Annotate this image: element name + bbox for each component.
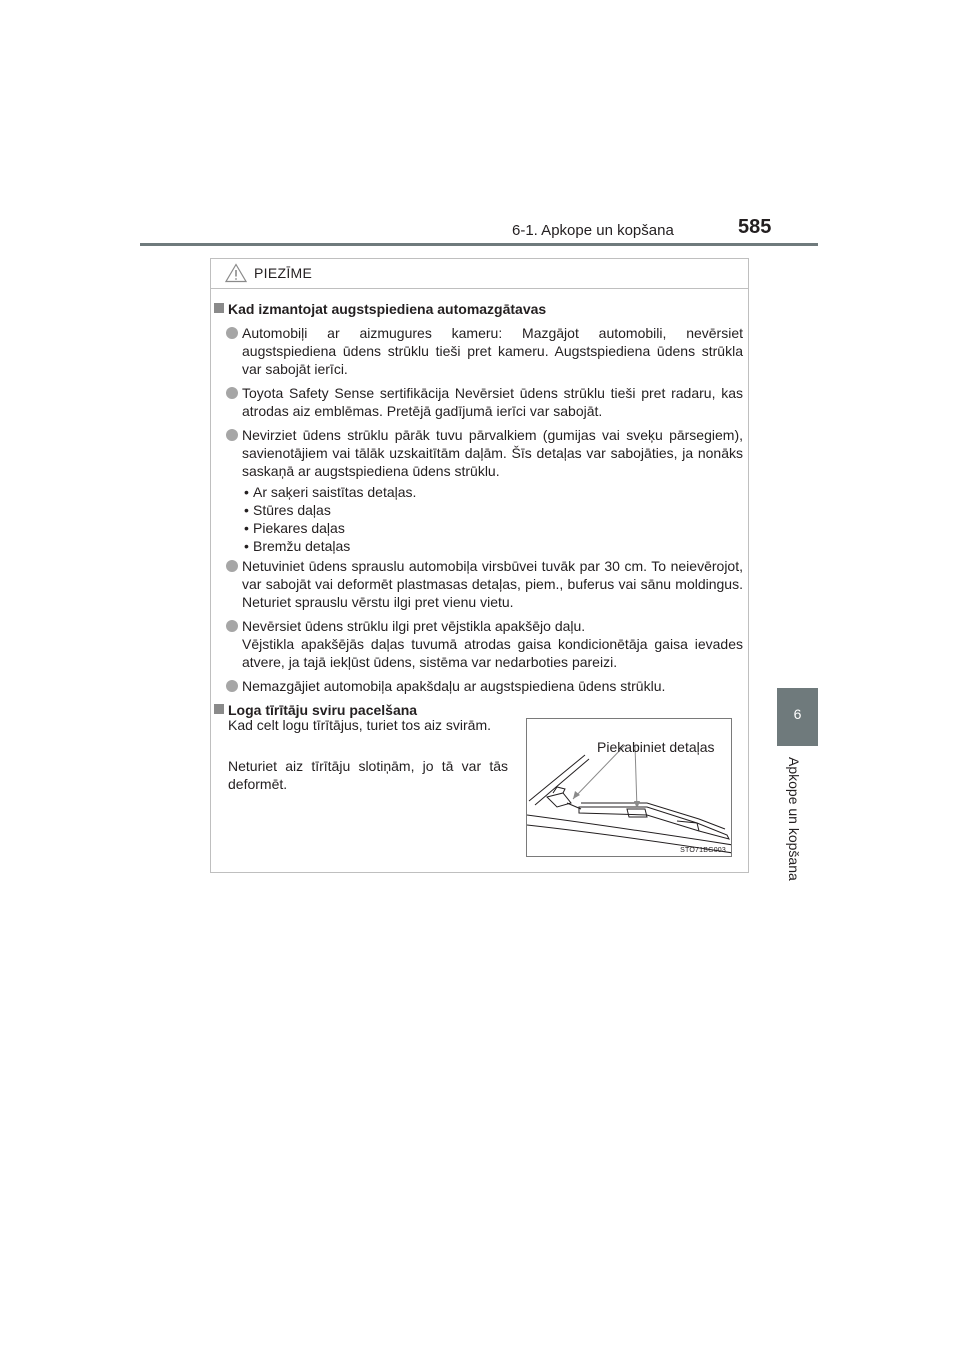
sub-item: [211, 519, 750, 537]
notice-box: [210, 258, 749, 873]
wiper-illustration: [526, 718, 732, 857]
bullet-item: [211, 617, 750, 671]
chapter-tab: [777, 688, 818, 746]
round-bullet-icon: [226, 560, 238, 572]
sub-item: [211, 483, 750, 501]
round-bullet-icon: [226, 620, 238, 632]
warning-triangle-icon: [225, 263, 247, 283]
chapter-title: Apkope un kopšana: [786, 757, 802, 881]
bullet-continuation: Vējstikla apakšējās daļas tuvumā atrodas gaisa kondicionētāja gaisa ievades atvere, ja tajā iekļūst ūdens, sistēma var nedarboties pareizi.: [242, 636, 743, 670]
chapter-number: 6: [793, 706, 802, 722]
sub-bullet-icon: •: [244, 520, 249, 536]
sub-bullet-icon: •: [244, 484, 249, 500]
wiper-paragraph-1: Kad celt logu tīrītājus, turiet tos aiz svirām.: [228, 717, 491, 733]
sub-bullet-icon: •: [244, 502, 249, 518]
notice-title: PIEZĪME: [254, 265, 313, 281]
bullet-text: Nevirziet ūdens strūklu pārāk tuvu pārvalkiem (gumijas vai sveķu pārsegiem), savienotājiem vai tālāk uzskaitītām daļām. Šīs detaļas var sabojāties, ja nonāks saskaņā ar augstspiediena ūdens strūklu.: [242, 427, 743, 479]
sub-item: [211, 501, 750, 519]
round-bullet-icon: [226, 429, 238, 441]
section-heading-text: Kad izmantojat augstspiediena automazgātavas: [228, 301, 547, 317]
round-bullet-icon: [226, 387, 238, 399]
bullet-item: [211, 557, 750, 611]
bullet-text: Netuviniet ūdens sprauslu automobiļa virsbūvei tuvāk par 30 cm. To neievērojot, var sabojāt vai deformēt plastmasas detaļas, piem., buferus vai sānu moldingus. Neturiet sprauslu vērstu ilgi pret vienu vietu.: [242, 558, 743, 610]
notice-header: [211, 259, 748, 289]
bullet-text: Automobiļi ar aizmugures kameru: Mazgājot automobili, nevērsiet augstspiediena ūdens strūklu tieši pret kameru. Augstspiediena ūdens strūkla var sabojāt ierīci.: [242, 325, 743, 377]
wiper-paragraph-2: Neturiet aiz tīrītāju slotiņām, jo tā var tās deformēt.: [228, 758, 508, 792]
sub-item-text: Bremžu detaļas: [253, 538, 351, 554]
sub-bullet-icon: •: [244, 538, 249, 554]
sub-item: [211, 537, 750, 555]
square-bullet-icon: [214, 704, 224, 714]
figure-callout: Piekabiniet detaļas: [597, 739, 715, 755]
bullet-item: [211, 426, 750, 480]
header-section-title: 6-1. Apkope un kopšana: [512, 222, 674, 239]
page-number: 585: [738, 216, 772, 238]
bullet-text: Toyota Safety Sense sertifikācija Nevērsiet ūdens strūklu tieši pret radaru, kas atrodas aiz emblēmas. Pretējā gadījumā ierīci var sabojāt.: [242, 385, 743, 419]
bullet-item: [211, 677, 750, 695]
figure-code: STO71BG003: [680, 847, 726, 854]
square-bullet-icon: [214, 303, 224, 313]
sub-item-text: Stūres daļas: [253, 502, 331, 518]
bullet-text: Nevērsiet ūdens strūklu ilgi pret vējstikla apakšējo daļu.: [242, 618, 586, 634]
round-bullet-icon: [226, 327, 238, 339]
bullet-text: Nemazgājiet automobiļa apakšdaļu ar augstspiediena ūdens strūklu.: [242, 678, 666, 694]
section-heading: [211, 300, 750, 318]
bullet-item: [211, 324, 750, 378]
sub-item-text: Ar saķeri saistītas detaļas.: [253, 484, 417, 500]
bullet-item: [211, 384, 750, 420]
notice-content: [211, 300, 750, 725]
sub-item-text: Piekares daļas: [253, 520, 345, 536]
section-heading-text: Loga tīrītāju sviru pacelšana: [228, 702, 418, 718]
header-rule: [140, 243, 818, 246]
sub-list: [211, 483, 750, 555]
round-bullet-icon: [226, 680, 238, 692]
